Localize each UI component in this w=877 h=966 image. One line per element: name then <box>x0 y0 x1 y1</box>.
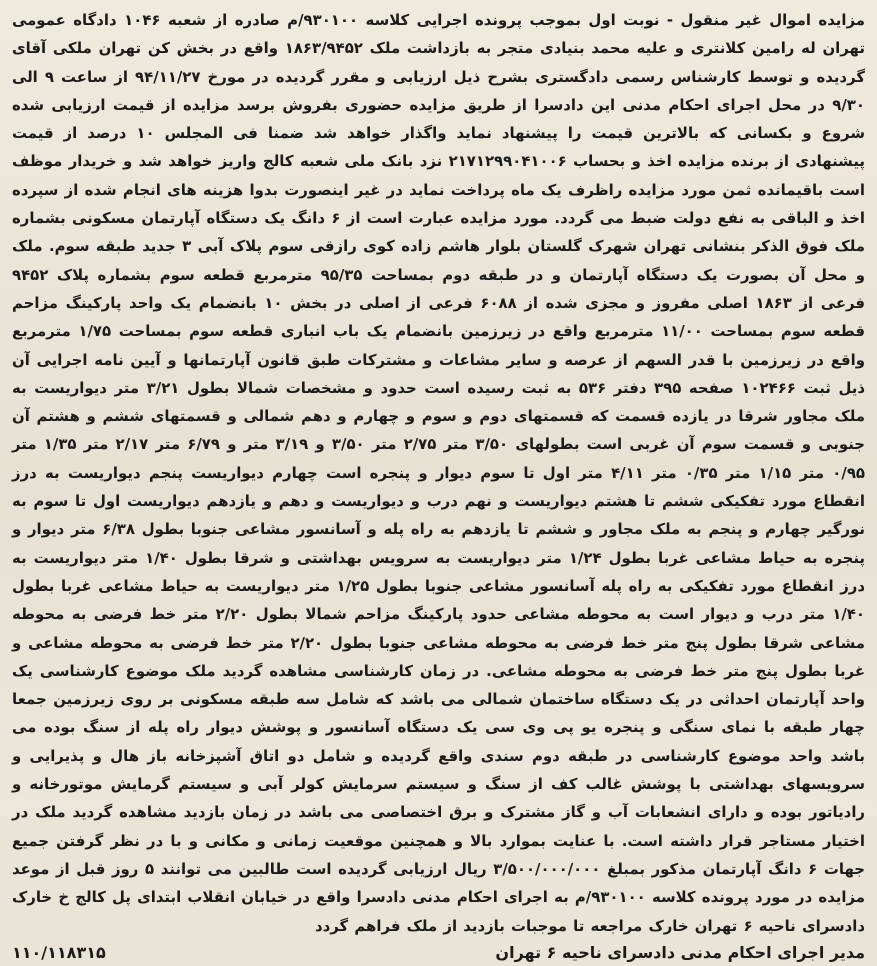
notice-signature: مدیر اجرای احکام مدنی دادسرای ناحیه ۶ تهران <box>495 942 865 962</box>
notice-body: مزایده اموال غیر منقول - نوبت اول بموجب پرونده اجرایی کلاسه ۹۳۰۱۰۰/م صادره از شعبه ۱۰۴۶ دادگاه عمومی تهران له رامین کلانتری و علیه محمد بنیادی متجر به بازداشت ملک ۱۸۶۳/۹۴۵۲ واقع در بخش کن تهران ملکی آقای گردیده و توسط کارشناس رسمی دادگستری بشرح ذیل ارزیابی و مقرر گردیده در مورخ ۹۴/۱۱/۲۷ از ساعت ۹ الی ۹/۳۰ در محل اجرای احکام مدنی این دادسرا از طریق مزایده حضوری بفروش برسد مزایده از قیمت ارزیابی شده شروع و بکسانی که بالاترین قیمت را پیشنهاد نماید واگذار خواهد شد ضمنا فی المجلس ۱۰ درصد از قیمت پیشنهادی از برنده مزایده اخذ و بحساب ۲۱۷۱۲۹۹۰۴۱۰۰۶ نزد بانک ملی شعبه کالج واریز خواهد شد و خریدار موظف است باقیمانده ثمن مورد مزایده راظرف یک ماه پرداخت نماید در غیر اینصورت بدوا هزینه های انجام شده از سپرده اخذ و الباقی به نفع دولت ضبط می گردد. مورد مزایده عبارت است از ۶ دانگ یک دستگاه آپارتمان مسکونی بشماره ملک فوق الذکر بنشانی تهران شهرک گلستان بلوار هاشم زاده کوی رازقی سوم پلاک آبی ۳ جدید طبقه سوم. ملک و محل آن بصورت یک دستگاه آپارتمان و در طبقه دوم بمساحت ۹۵/۳۵ مترمربع قطعه سوم بشماره پلاک ۹۴۵۲ فرعی از ۱۸۶۳ اصلی مفروز و مجزی شده از ۶۰۸۸ فرعی از اصلی در بخش ۱۰ بانضمام یک واحد پارکینگ مزاحم قطعه سوم بمساحت ۱۱/۰۰ مترمربع واقع در زیرزمین بانضمام یک باب انباری قطعه سوم بمساحت ۱/۷۵ مترمربع واقع در زیرزمین با قدر السهم از عرصه و سایر مشاعات و مشترکات طبق قانون آپارتمانها و آیین نامه اجرایی آن ذیل ثبت ۱۰۲۴۶۶ صفحه ۳۹۵ دفتر ۵۳۶ به ثبت رسیده است حدود و مشخصات شمالا بطول ۳/۲۱ متر دیواریست به ملک مجاور شرقا در یازده قسمت که قسمتهای دوم و سوم و چهارم و دهم شمالی و قسمتهای ششم و هشتم آن جنوبی و قسمت سوم آن غربی است بطولهای ۳/۵۰ متر ۲/۷۵ متر ۳/۵۰ و ۳/۱۹ متر و ۶/۷۹ متر ۲/۱۷ متر ۱/۳۵ متر ۰/۹۵ متر ۱/۱۵ متر ۰/۳۵ متر ۴/۱۱ متر اول تا سوم دیوار و پنجره است چهارم دیواریست پنجم دیواریست به درز انقطاع مورد تفکیکی ششم تا هشتم دیواریست و نهم درب و دیواریست و دهم و یازدهم دیواریست اول تا سوم به نورگیر چهارم و پنجم به ملک مجاور و ششم تا یازدهم به راه پله و آسانسور مشاعی جنوبا بطول ۶/۳۸ متر دیوار و پنجره به حیاط مشاعی غربا بطول ۱/۲۴ متر دیواریست به سرویس بهداشتی و شرقا بطول ۱/۴۰ متر دیواریست به درز انقطاع مورد تفکیکی به راه پله آسانسور مشاعی جنوبا بطول ۱/۲۵ متر دیواریست به حیاط مشاعی غربا بطول ۱/۴۰ متر درب و دیوار است به محوطه مشاعی حدود پارکینگ مزاحم شمالا بطول ۲/۲۰ متر خط فرضی به محوطه مشاعی شرقا بطول پنج متر خط فرضی به محوطه مشاعی جنوبا بطول ۲/۲۰ متر خط فرضی به محوطه مشاعی و غربا بطول پنج متر خط فرضی به محوطه مشاعی. در زمان کارشناسی مشاهده گردید ملک موضوع کارشناسی یک واحد آپارتمان احداثی در یک دستگاه ساختمان شمالی می باشد که شامل سه طبقه مسکونی بر روی زیرزمین جمعا چهار طبقه با نمای سنگی و پنجره یو پی وی سی یک دستگاه آسانسور و پوشش دیوار راه پله از سنگ بوده می باشد واحد موضوع کارشناسی در طبقه دوم سندی واقع گردیده و شامل دو اتاق آشپزخانه باز هال و پذیرایی و سرویسهای بهداشتی با پوشش غالب کف از سنگ و سیستم سرمایش کولر آبی و سیستم گرمایش موتورخانه و رادیاتور بوده و دارای انشعابات آب و گاز مشترک و برق اختصاصی می باشد در زمان بازدید مشاهده گردید ملک در اختیار مستاجر قرار داشته است. با عنایت بموارد بالا و همچنین موقعیت زمانی و مکانی و با در نظر گرفتن جمیع جهات ۶ دانگ آپارتمان مذکور بمبلغ ۳/۵۰۰/۰۰۰/۰۰۰ ریال ارزیابی گردیده است طالبین می توانند ۵ روز قبل از موعد مزایده در مورد پرونده کلاسه ۹۳۰۱۰۰/م به اجرای احکام مدنی دادسرا واقع در خیابان انقلاب ابتدای پل کالج خ خارک دادسرای ناحیه ۶ تهران خارک مراجعه تا موجبات بازدید از ملک فراهم گردد <box>12 11 866 935</box>
notice-footer <box>12 940 865 966</box>
notice-reference-number: ۱۱۰/۱۱۸۳۱۵ <box>12 942 106 962</box>
